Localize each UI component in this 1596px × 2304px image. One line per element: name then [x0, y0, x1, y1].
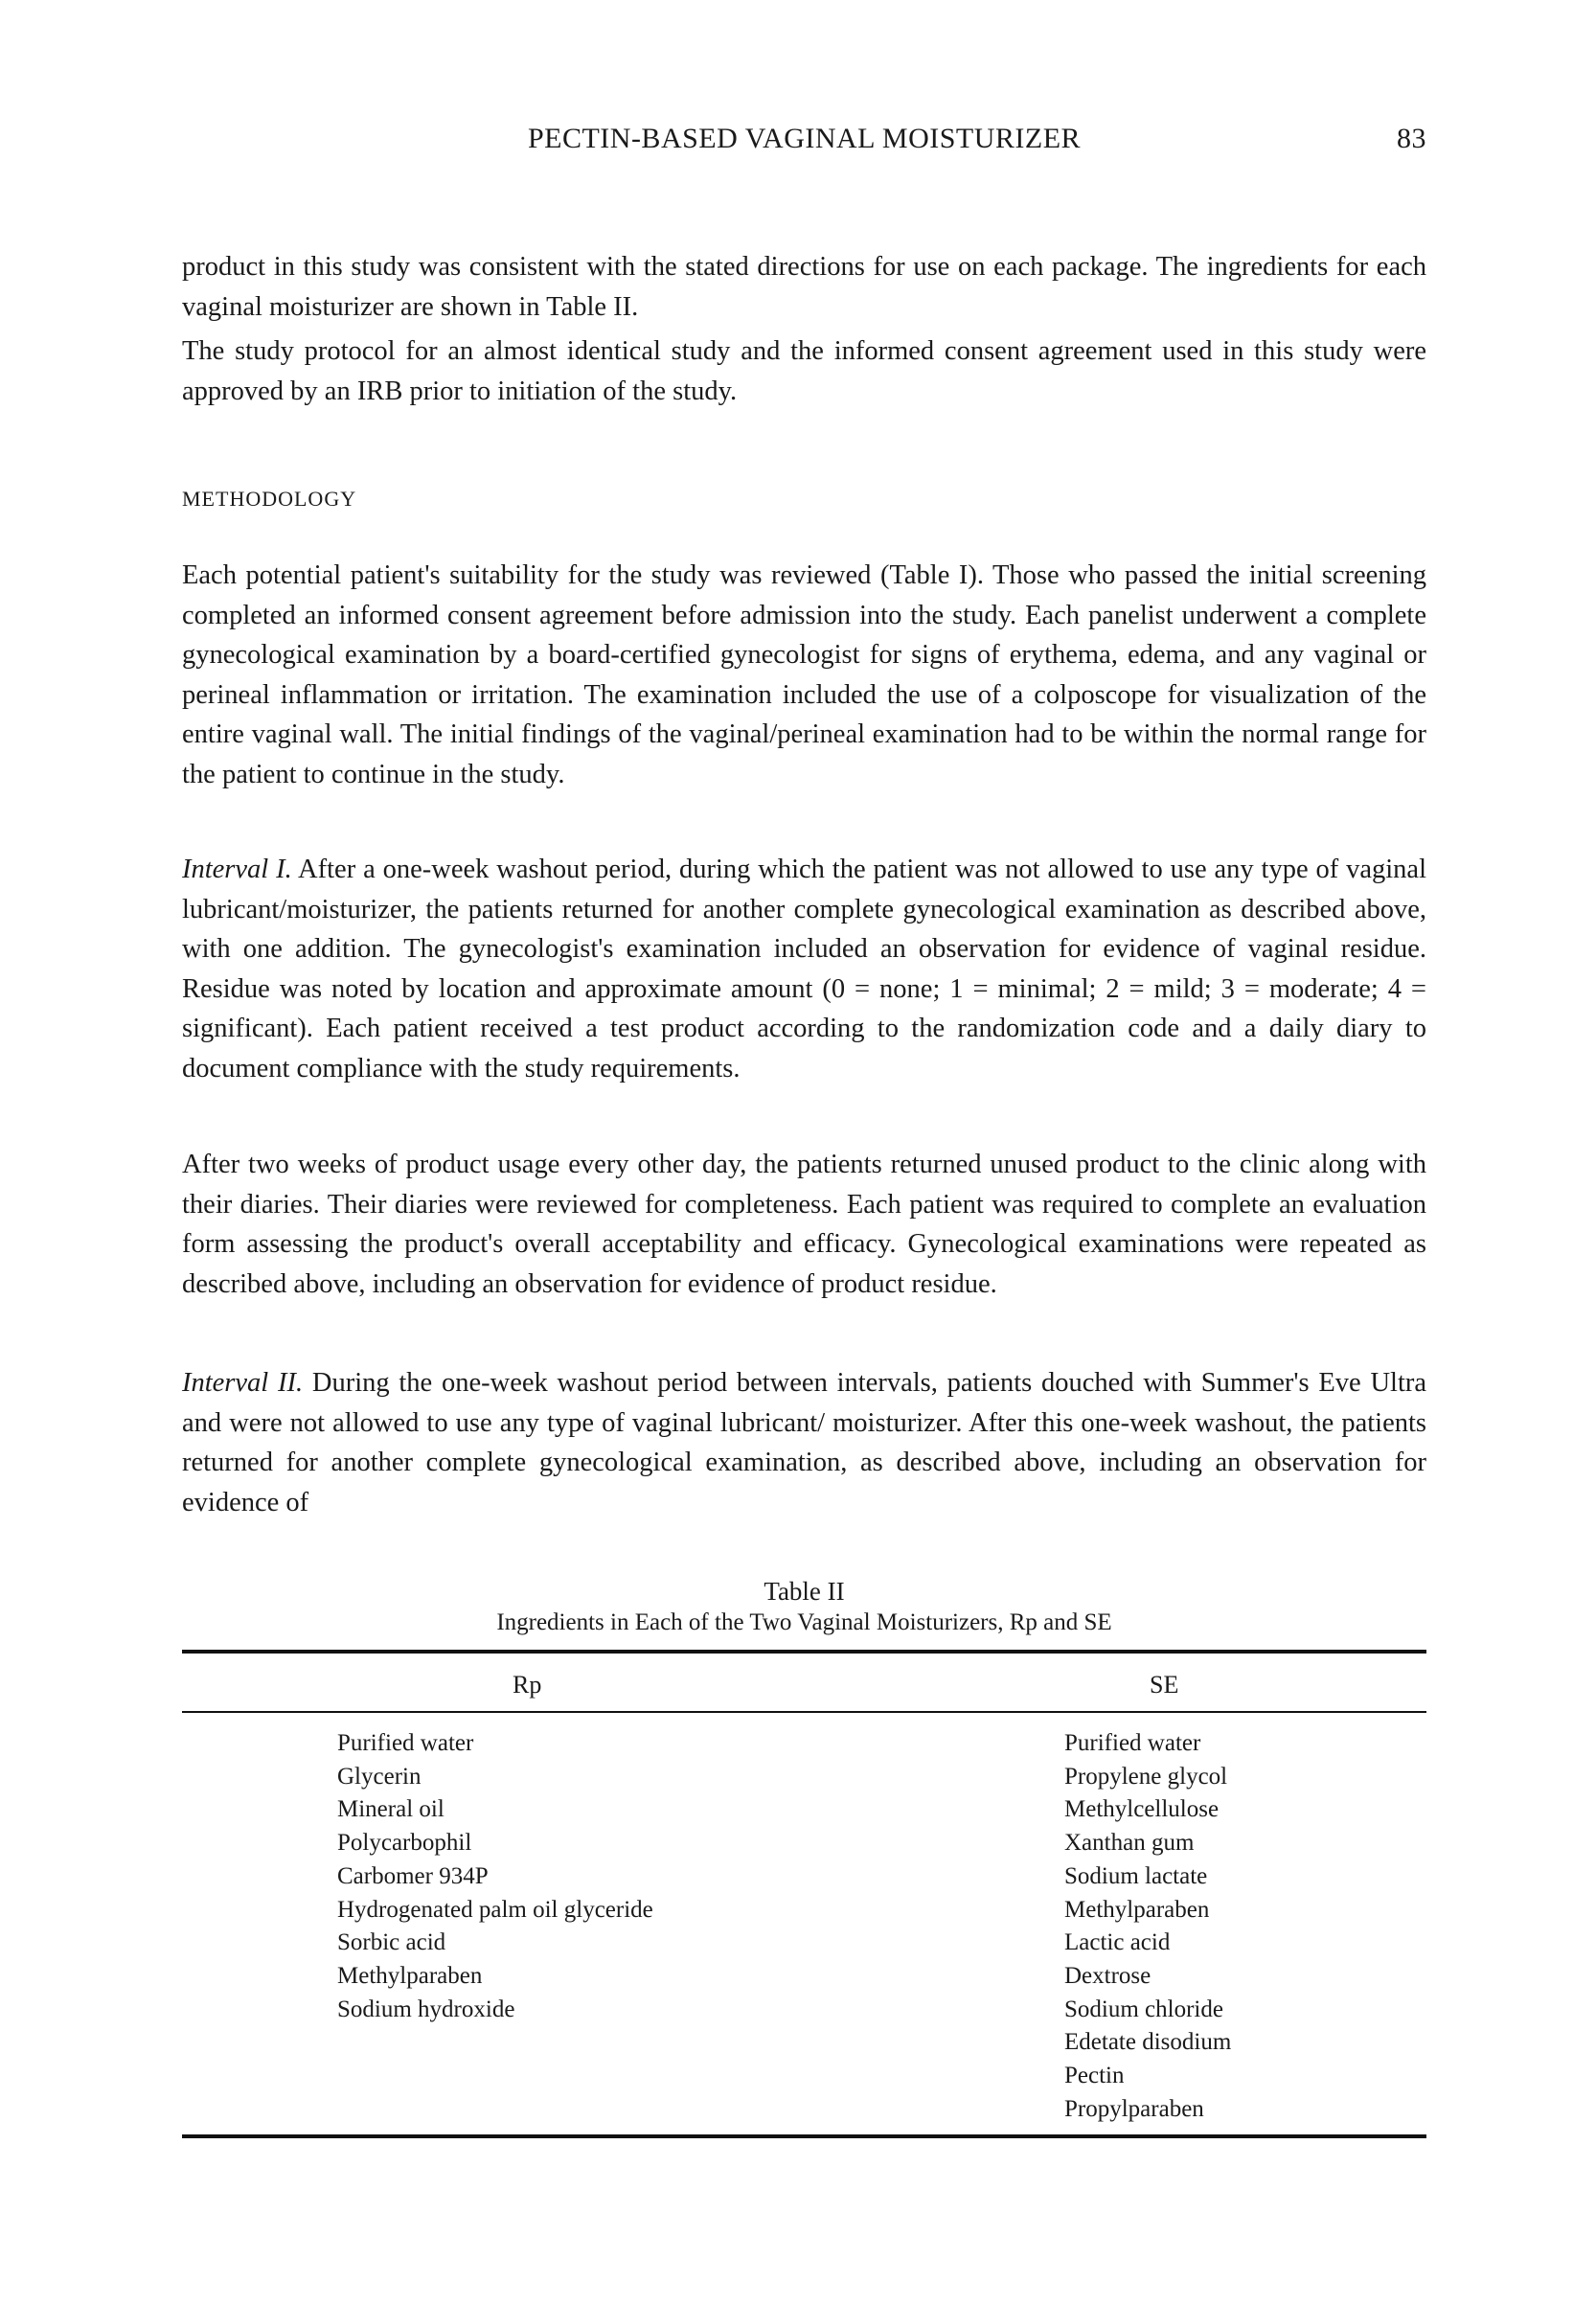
page-number: 83: [1397, 123, 1426, 154]
column-header-rp: Rp: [513, 1671, 542, 1699]
ingredient-item: Dextrose: [1064, 1962, 1151, 1989]
se-ingredients: [1064, 1727, 1231, 2126]
ingredient-item: Methylparaben: [1064, 1896, 1210, 1923]
paragraph-4: [182, 850, 1426, 1089]
paragraph-4-text: After a one-week washout period, during which the patient was not allowed to use any type of vaginal lubricant/moisturizer, the patients returned for another complete gynecological examination as described above, with one addition. The gynecologist's examination included an observation for evidence of vaginal residue. Residue was noted by location and approximate amount (0 = none; 1 = minimal; 2 = mild; 3 = moderate; 4 = significant). Each patient received a test product according to the randomization code and a daily diary to document compliance with the study requirements.: [182, 855, 1427, 1084]
table-caption: Ingredients in Each of the Two Vaginal Moisturizers, Rp and SE: [496, 1609, 1112, 1635]
paragraph-6: [182, 1363, 1426, 1522]
table-top-rule: [182, 1650, 1426, 1654]
ingredient-item: Pectin: [1064, 2063, 1125, 2089]
paragraph-5: After two weeks of product usage every other day, the patients returned unused product to the clinic along with their diaries. Their diaries were reviewed for completeness. Each patient was required to complete an evaluation form assessing the product's overall acceptability and efficacy. Gynecological examinations were repeated as described above, including an observation for evidence of product residue.: [182, 1150, 1426, 1299]
paragraph-3: Each potential patient's suitability for the study was reviewed (Table I). Those who passed the initial screening completed an informed consent agreement before admission into the study. Each panelist underwent a complete gynecological examination by a board-certified gynecologist for signs of erythema, edema, and any vaginal or perineal inflammation or irritation. The examination included the use of a colposcope for visualization of the entire vaginal wall. The initial findings of the vaginal/perineal examination had to be within the normal range for the patient to continue in the study.: [182, 560, 1426, 789]
interval-label: Interval II.: [182, 1368, 304, 1398]
ingredient-item: Propylparaben: [1064, 2095, 1204, 2122]
paragraph-2: The study protocol for an almost identical study and the informed consent agreement used in this study were approved by an IRB prior to initiation of the study.: [182, 336, 1426, 406]
ingredient-item: Purified water: [1064, 1730, 1201, 1756]
ingredient-item: Purified water: [337, 1730, 474, 1756]
interval-label: Interval I.: [182, 855, 292, 884]
table-title: Table II: [764, 1577, 845, 1606]
table-bottom-rule: [182, 2134, 1426, 2138]
ingredient-item: Sodium lactate: [1064, 1862, 1208, 1889]
ingredient-item: Propylene glycol: [1064, 1763, 1228, 1790]
ingredient-item: Methylparaben: [337, 1962, 483, 1989]
rp-ingredients: [337, 1727, 653, 2026]
ingredient-item: Sorbic acid: [337, 1929, 446, 1956]
ingredient-item: Edetate disodium: [1064, 2029, 1232, 2056]
paragraph-6-text: During the one-week washout period between intervals, patients douched with Summer's Eve Ultra and were not allowed to use any type of vaginal lubricant/ moisturizer. After this one-week washout, the patients returned for another complete gynecological examination, as described above, including an observation for evidence of: [182, 1368, 1427, 1517]
ingredient-item: Hydrogenated palm oil glyceride: [337, 1896, 653, 1923]
ingredient-item: Lactic acid: [1064, 1929, 1171, 1956]
ingredient-item: Mineral oil: [337, 1796, 445, 1823]
paragraph-1: product in this study was consistent with the stated directions for use on each package. The ingredients for each vaginal moisturizer are shown in Table II.: [182, 252, 1426, 322]
ingredient-item: Carbomer 934P: [337, 1862, 489, 1889]
running-title: PECTIN-BASED VAGINAL MOISTURIZER: [527, 123, 1082, 154]
section-heading: METHODOLOGY: [182, 487, 357, 511]
table-header-rule: [182, 1711, 1426, 1713]
ingredient-item: Glycerin: [337, 1763, 422, 1790]
ingredient-item: Sodium chloride: [1064, 1996, 1223, 2022]
ingredient-item: Polycarbophil: [337, 1830, 472, 1857]
ingredient-item: Methylcellulose: [1064, 1796, 1220, 1823]
ingredient-item: Xanthan gum: [1064, 1830, 1195, 1857]
ingredient-item: Sodium hydroxide: [337, 1996, 515, 2022]
column-header-se: SE: [1150, 1671, 1179, 1699]
